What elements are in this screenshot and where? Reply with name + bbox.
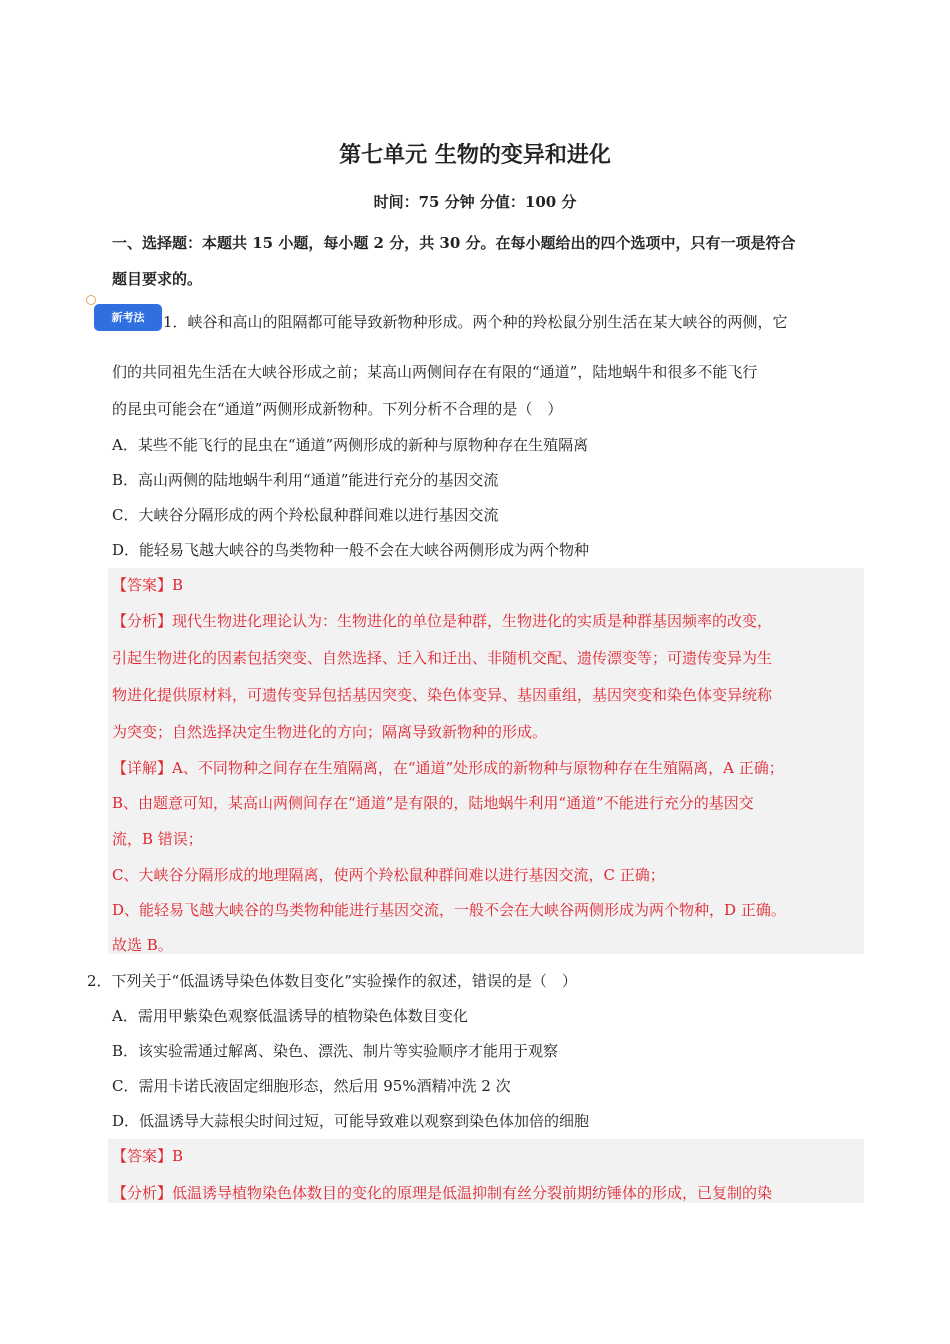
new-method-badge: 新考法 — [94, 304, 162, 331]
analysis-line: 【分析】低温诱导植物染色体数目的变化的原理是低温抑制有丝分裂前期纺锤体的形成，已复制的染 — [112, 1184, 773, 1202]
option-a: A．需用甲紫染色观察低温诱导的植物染色体数目变化 — [112, 1007, 468, 1025]
answer-line: 【答案】B — [112, 1147, 184, 1165]
detail-line: C、大峡谷分隔形成的地理隔离，使两个羚松鼠种群间难以进行基因交流，C 正确； — [112, 866, 665, 884]
page-title: 第七单元 生物的变异和进化 — [339, 143, 611, 168]
detail-line: 故选 B。 — [112, 936, 173, 954]
option-c: C．大峡谷分隔形成的两个羚松鼠种群间难以进行基因交流 — [112, 506, 499, 524]
option-d: D．低温诱导大蒜根尖时间过短，可能导致难以观察到染色体加倍的细胞 — [112, 1112, 590, 1130]
detail-line: D、能轻易飞越大峡谷的鸟类物种能进行基因交流，一般不会在大峡谷两侧形成为两个物种，D 正确。 — [112, 901, 786, 919]
detail-line: 【详解】A、不同物种之间存在生殖隔离，在“通道”处形成的新物种与原物种存在生殖隔离，A 正确； — [112, 759, 784, 777]
option-b: B．该实验需通过解离、染色、漂洗、制片等实验顺序才能用于观察 — [112, 1042, 559, 1060]
option-b: B．高山两侧的陆地蜗牛利用“通道”能进行充分的基因交流 — [112, 471, 499, 489]
detail-line: B、由题意可知，某高山两侧间存在“通道”是有限的，陆地蜗牛利用“通道”不能进行充分的基因交 — [112, 794, 754, 812]
section-heading-line: 一、选择题：本题共 15 小题，每小题 2 分，共 30 分。在每小题给出的四个选项中，只有一项是符合 — [112, 234, 796, 252]
option-a: A．某些不能飞行的昆虫在“通道”两侧形成的新种与原物种存在生殖隔离 — [112, 436, 589, 454]
analysis-line: 物进化提供原材料，可遗传变异包括基因突变、染色体变异、基因重组，基因突变和染色体变异统称 — [112, 686, 773, 704]
stem-line: 们的共同祖先生活在大峡谷形成之前；某高山两侧间存在有限的“通道”，陆地蜗牛和很多不能飞行 — [112, 363, 758, 381]
analysis-line: 为突变；自然选择决定生物进化的方向；隔离导致新物种的形成。 — [112, 723, 548, 741]
analysis-line: 引起生物进化的因素包括突变、自然选择、迁入和迁出、非随机交配、遗传漂变等；可遗传变异为生 — [112, 649, 773, 667]
badge-dot-icon — [86, 295, 96, 305]
stem-line: 的昆虫可能会在“通道”两侧形成新物种。下列分析不合理的是（ ） — [112, 400, 563, 418]
analysis-line: 【分析】现代生物进化理论认为：生物进化的单位是种群，生物进化的实质是种群基因频率的改变， — [112, 612, 773, 630]
section-heading-line: 题目要求的。 — [112, 270, 203, 288]
answer-line: 【答案】B — [112, 576, 184, 594]
section-heading — [112, 225, 864, 297]
detail-line: 流，B 错误； — [112, 830, 203, 848]
option-d: D．能轻易飞越大峡谷的鸟类物种一般不会在大峡谷两侧形成为两个物种 — [112, 541, 590, 559]
stem-line: 1．峡谷和高山的阻隔都可能导致新物种形成。两个种的羚松鼠分别生活在某大峡谷的两侧，它 — [163, 313, 788, 331]
option-c: C．需用卡诺氏液固定细胞形态，然后用 95%酒精冲洗 2 次 — [112, 1077, 511, 1095]
exam-info: 时间：75 分钟 分值：100 分 — [373, 193, 577, 211]
question-2-stem: 2．下列关于“低温诱导染色体数目变化”实验操作的叙述，错误的是（ ） — [87, 972, 577, 990]
